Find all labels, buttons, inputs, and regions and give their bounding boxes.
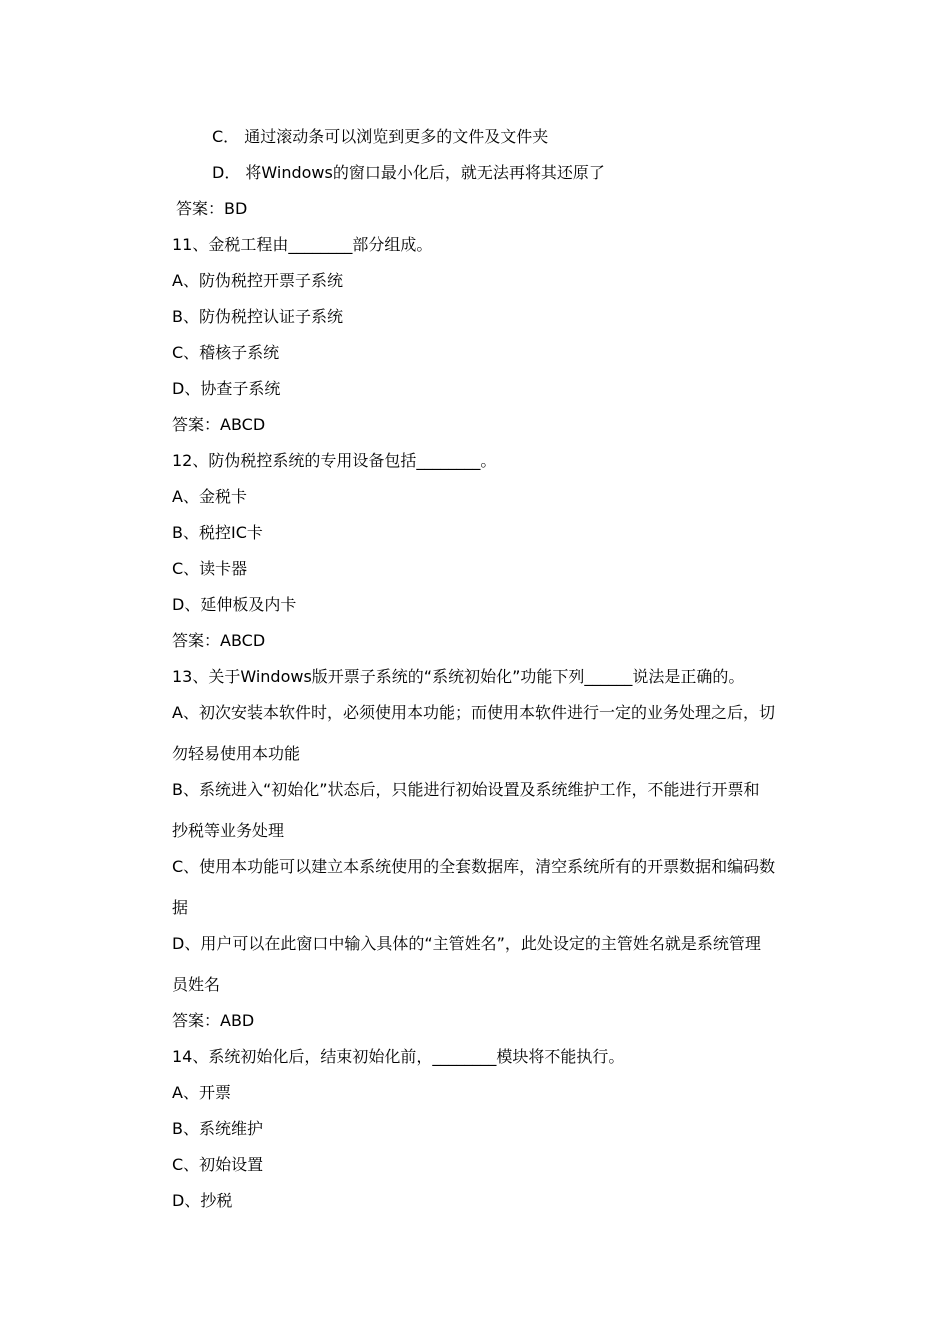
q13-option-b-cont: 抄税等业务处理 — [172, 821, 285, 840]
q12-option-c: C、读卡器 — [172, 559, 248, 578]
q14-option-d: D、抄税 — [172, 1191, 233, 1210]
q13-option-b: B、系统进入“初始化”状态后，只能进行初始设置及系统维护工作，不能进行开票和 — [172, 780, 760, 799]
q11-option-c: C、稽核子系统 — [172, 343, 280, 362]
q13-option-d: D、用户可以在此窗口中输入具体的“主管姓名”，此处设定的主管姓名就是系统管理 — [172, 934, 761, 953]
q12-option-d: D、延伸板及内卡 — [172, 595, 297, 614]
question-12: 12、防伪税控系统的专用设备包括________。 — [172, 451, 497, 470]
q11-option-b: B、防伪税控认证子系统 — [172, 307, 343, 326]
q11-option-d: D、协查子系统 — [172, 379, 281, 398]
q13-option-d-cont: 员姓名 — [172, 975, 221, 994]
question-13: 13、关于Windows版开票子系统的“系统初始化”功能下列______说法是正确的。 — [172, 667, 745, 686]
q13-option-a-cont: 勿轻易使用本功能 — [172, 744, 301, 763]
q14-option-a: A、开票 — [172, 1083, 231, 1102]
question-14: 14、系统初始化后，结束初始化前，________模块将不能执行。 — [172, 1047, 625, 1066]
q12-option-a: A、金税卡 — [172, 487, 247, 506]
q13-option-c: C、使用本功能可以建立本系统使用的全套数据库，清空系统所有的开票数据和编码数 — [172, 857, 776, 876]
q13-option-c-cont: 据 — [172, 898, 189, 917]
q12-answer: 答案：ABCD — [172, 631, 266, 650]
option-c-prev: C． 通过滚动条可以浏览到更多的文件及文件夹 — [212, 127, 549, 146]
q14-option-c: C、初始设置 — [172, 1155, 264, 1174]
q11-answer: 答案：ABCD — [172, 415, 266, 434]
q13-answer: 答案：ABD — [172, 1011, 255, 1030]
answer-prev: 答案：BD — [176, 199, 248, 218]
q13-option-a: A、初次安装本软件时，必须使用本功能；而使用本软件进行一定的业务处理之后，切 — [172, 703, 775, 722]
q11-option-a: A、防伪税控开票子系统 — [172, 271, 343, 290]
q14-option-b: B、系统维护 — [172, 1119, 263, 1138]
option-d-prev: D． 将Windows的窗口最小化后，就无法再将其还原了 — [212, 163, 605, 182]
q12-option-b: B、税控IC卡 — [172, 523, 263, 542]
question-11: 11、金税工程由________部分组成。 — [172, 235, 433, 254]
